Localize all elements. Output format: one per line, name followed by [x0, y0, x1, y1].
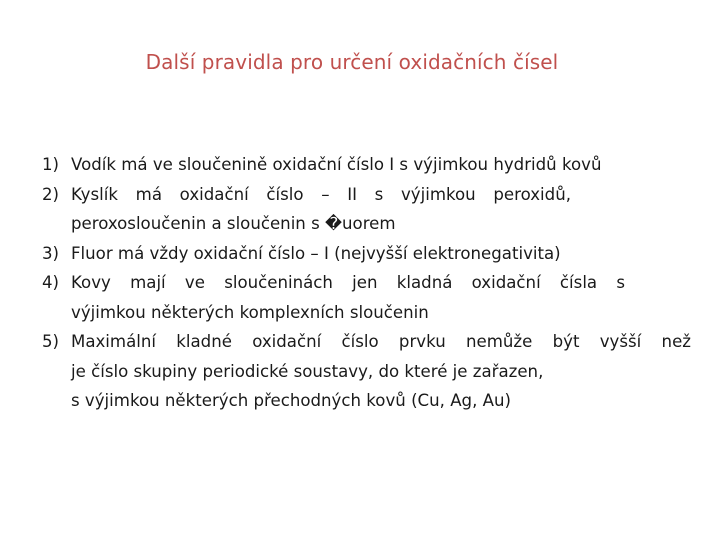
rule-item-3: [42, 239, 694, 269]
rule-line: Fluor má vždy oxidační číslo – I (nejvyšší elektronegativita): [71, 243, 561, 263]
rule-item-5: [42, 327, 694, 416]
rule-number: 4): [42, 273, 60, 292]
rule-item-1: [42, 150, 694, 180]
rule-line: Kyslík má oxidační číslo – II s výjimkou peroxidů,: [71, 184, 571, 204]
rule-number: 1): [42, 155, 60, 174]
rule-number: 3): [42, 243, 60, 263]
rule-line: Vodík má ve sloučenině oxidační číslo I s výjimkou hydridů kovů: [71, 155, 602, 174]
rule-text: [71, 239, 694, 269]
rule-text: [71, 150, 694, 180]
rule-line: Maximální kladné oxidační číslo prvku nemůže být vyšší než: [71, 332, 691, 351]
rule-line: peroxosloučenin a sloučenin s �uorem: [71, 214, 396, 233]
rule-text: [71, 327, 694, 416]
rule-text: [71, 180, 694, 239]
slide-title: Další pravidla pro určení oxidačních čísel: [145, 50, 559, 74]
rules-list: [42, 150, 694, 416]
rule-line: výjimkou některých komplexních sloučenin: [71, 302, 429, 322]
rule-line: Kovy mají ve sloučeninách jen kladná oxidační čísla s: [71, 273, 625, 292]
rule-line: s výjimkou některých přechodných kovů (Cu, Ag, Au): [71, 391, 511, 410]
rule-item-4: [42, 268, 694, 327]
rule-number: 2): [42, 184, 60, 204]
rule-item-2: [42, 180, 694, 239]
rule-number: 5): [42, 332, 60, 351]
rule-text: [71, 268, 694, 327]
rule-line: je číslo skupiny periodické soustavy, do které je zařazen,: [71, 361, 544, 381]
